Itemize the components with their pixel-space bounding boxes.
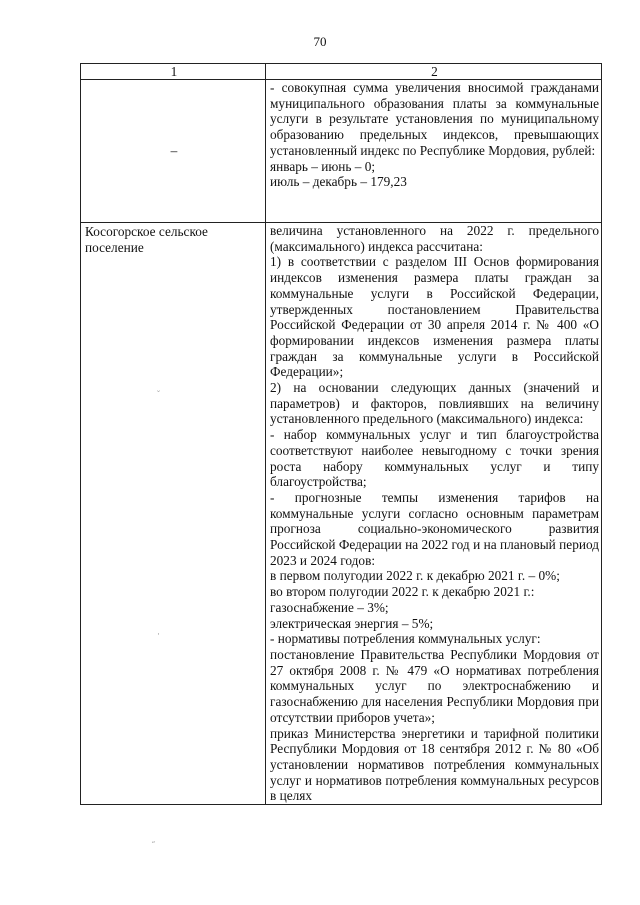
paragraph: 1) в соответствии с разделом III Основ формирования индексов изменения размера платы граждан за коммунальные услуги в Российской Федерации, утвержденных постановлением Правительства Российской Федерации от 30 апреля 2014 г. № 400 «О формировании индексов изменения размера платы граждан за коммунальные услуги в Российской Федерации»; — [270, 254, 599, 380]
row-b-col2 — [266, 223, 602, 805]
paragraph: - прогнозные темпы изменения тарифов на коммунальные услуги согласно основным параметрам прогноза социально-экономического развития Российской Федерации на 2022 год и на плановый период 2023 и 2024 годов: — [270, 489, 599, 568]
row-a-col2 — [266, 80, 602, 223]
page-number: 70 — [313, 34, 327, 49]
column-header-2: 2 — [266, 64, 602, 80]
paragraph: постановление Правительства Республики Мордовия от 27 октября 2008 г. № 479 «О нормативах потребления коммунальных услуг по электроснабжению и газоснабжению для населения Республики Мордовия при отсутствии приборов учета»; — [270, 646, 599, 725]
scan-speck-mark: ˘ — [157, 389, 160, 399]
document-table — [80, 63, 602, 805]
paragraph: 2) на основании следующих данных (значений и параметров) и факторов, повлиявших на величину установленного предельного (максимального) индекса: — [270, 380, 599, 427]
paragraph: газоснабжение – 3%; — [270, 599, 389, 615]
column-header-1: 1 — [81, 64, 266, 80]
paragraph: величина установленного на 2022 г. предельного (максимального) индекса рассчитана: — [270, 223, 599, 254]
paragraph: в первом полугодии 2022 г. к декабрю 2021 г. – 0%; — [270, 568, 560, 584]
row-b-col1 — [81, 223, 266, 805]
paragraph: июль – декабрь – 179,23 — [270, 174, 407, 190]
paragraph: электрическая энергия – 5%; — [270, 615, 434, 631]
paragraph: - нормативы потребления коммунальных услуг: — [270, 631, 541, 647]
paragraph: январь – июнь – 0; — [270, 158, 376, 174]
paragraph: - набор коммунальных услуг и тип благоустройства соответствуют наиболее невыгодному с точки зрения роста набору коммунальных услуг и типу благоустройства; — [270, 427, 599, 490]
municipality-name: Косогорское сельское поселение — [85, 224, 208, 255]
scan-speck-mark: ˝ — [152, 840, 155, 850]
table-header-row — [81, 64, 602, 80]
paragraph: - совокупная сумма увеличения вносимой гражданами муниципального образования платы за коммунальные услуги в результате установления по муниципальному образованию предельных индексов, превышающих установленный индекс по Республике Мордовия, рублей: — [270, 80, 599, 158]
paragraph: во втором полугодии 2022 г. к декабрю 2021 г.: — [270, 584, 535, 600]
table-row — [81, 223, 602, 805]
paragraph: приказ Министерства энергетики и тарифной политики Республики Мордовия от 18 сентября 2012 г. № 80 «Об установлении нормативов потребления коммунальных услуг и нормативов потребления коммунальных ресурсов в целях — [270, 725, 599, 804]
scan-speck-mark: · — [157, 629, 160, 639]
table-row — [81, 80, 602, 223]
row-a-col1: – — [81, 80, 266, 223]
